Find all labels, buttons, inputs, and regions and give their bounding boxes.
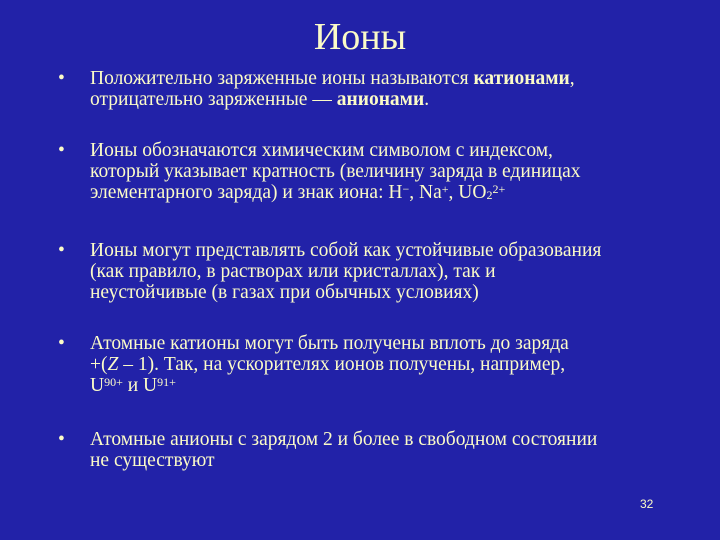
term-anions: анионами: [336, 89, 425, 110]
bullet-dot-icon: •: [58, 240, 65, 261]
bullet-line: Положительно заряженные ионы называются катионами,: [90, 68, 575, 89]
slide-title: Ионы: [313, 16, 407, 58]
bullet-line: Атомные анионы с зарядом 2 и более в свободном состоянии: [90, 429, 598, 450]
bullet-line: Атомные катионы могут быть получены вплоть до заряда: [90, 333, 569, 354]
bullet-line: Ионы обозначаются химическим символом с индексом,: [90, 140, 553, 161]
bullet-dot-icon: •: [58, 429, 65, 450]
bullet-item-atomic-cations: [58, 333, 569, 396]
bullet-dot-icon: •: [58, 68, 65, 89]
bullet-dot-icon: •: [58, 333, 65, 354]
bullet-line: не существуют: [90, 450, 215, 471]
bullet-item-ion-notation: [58, 140, 581, 203]
bullet-line: который указывает кратность (величину заряда в единицах: [90, 161, 581, 182]
bullet-line: неустойчивые (в газах при обычных условиях): [90, 282, 479, 303]
bullet-item-stability: [58, 240, 601, 303]
bullet-item-cations-anions: [58, 68, 575, 110]
bullet-line: Ионы могут представлять собой как устойчивые образования: [90, 240, 602, 261]
variable-z: Z: [107, 354, 119, 375]
bullet-line: +(Z – 1). Так, на ускорителях ионов получены, например,: [90, 354, 566, 375]
bullet-dot-icon: •: [58, 140, 65, 161]
bullet-line: элементарного заряда) и знак иона: H−, Na+, $UO_2^{2+}$: [90, 182, 506, 203]
bullet-line: отрицательно заряженные — анионами.: [90, 89, 430, 110]
bullet-line: $U^{90+}$ и $U^{91+}$: [90, 375, 176, 396]
term-cations: катионами: [473, 68, 570, 89]
bullet-item-atomic-anions: [58, 429, 597, 471]
bullet-line: (как правило, в растворах или кристаллах), так и: [90, 261, 496, 282]
page-number: 32: [640, 497, 654, 511]
